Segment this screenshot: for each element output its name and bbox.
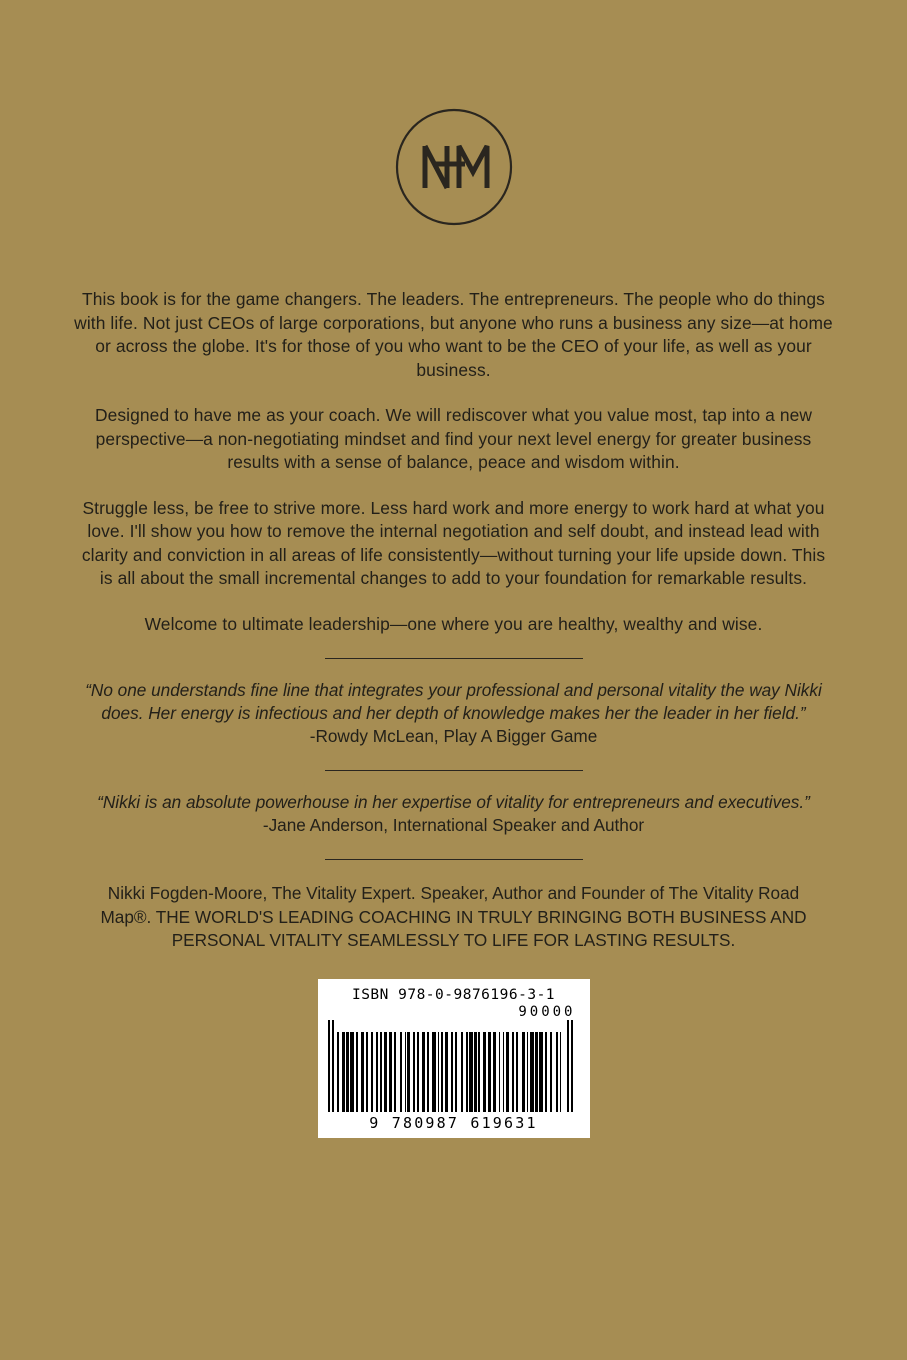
divider xyxy=(325,770,583,771)
divider xyxy=(325,658,583,659)
copy-paragraph: Struggle less, be free to strive more. Less hard work and more energy to work hard at what you love. I'll show you how to remove the internal negotiation and self doubt, and instead lead with clarity and conviction in all areas of life consistently—without turning your life upside down. This is all about the small incremental changes to add to your foundation for remarkable results. xyxy=(81,497,826,588)
testimonial-1 xyxy=(74,679,834,748)
author-bio: Nikki Fogden-Moore, The Vitality Expert. Speaker, Author and Founder of The Vitality Road Map®. THE WORLD'S LEADING COACHING IN TRULY BRINGING BOTH BUSINESS AND PERSONAL VITALITY SEAMLESSLY TO LIFE FOR LASTING RESULTS. xyxy=(100,883,807,950)
isbn-barcode xyxy=(318,979,590,1138)
back-cover-copy xyxy=(74,288,834,636)
ean5-row xyxy=(328,1004,580,1020)
testimonial-attribution: -Jane Anderson, International Speaker and Author xyxy=(262,815,645,835)
copy-paragraph: Designed to have me as your coach. We will rediscover what you value most, tap into a new perspective—a non-negotiating mindset and find your next level energy for greater business results with a sense of balance, peace and wisdom within. xyxy=(94,405,813,472)
ean13-digits: 9 780987 619631 xyxy=(369,1113,538,1132)
testimonial-quote: “Nikki is an absolute powerhouse in her expertise of vitality for entrepreneurs and executives.” xyxy=(97,792,810,812)
ean5-digits: 90000 xyxy=(518,1003,576,1020)
testimonial-attribution: -Rowdy McLean, Play A Bigger Game xyxy=(309,726,598,746)
copy-paragraph: This book is for the game changers. The leaders. The entrepreneurs. The people who do things with life. Not just CEOs of large corporations, but anyone who runs a business any size—at home or across the globe. It's for those of you who want to be the CEO of your life, as well as your business. xyxy=(74,289,833,380)
copy-paragraph-welcome: Welcome to ultimate leadership—one where you are healthy, wealthy and wise. xyxy=(144,613,763,634)
testimonial-quote: “No one understands fine line that integrates your professional and personal vitality the way Nikki does. Her energy is infectious and her depth of knowledge makes her the leader in her field.” xyxy=(85,680,822,723)
isbn-text: ISBN 978-0-9876196-3-1 xyxy=(351,986,556,1003)
barcode-bars xyxy=(328,1020,580,1112)
testimonial-2 xyxy=(74,791,834,837)
divider xyxy=(325,859,583,860)
nfm-monogram-logo xyxy=(395,108,513,226)
